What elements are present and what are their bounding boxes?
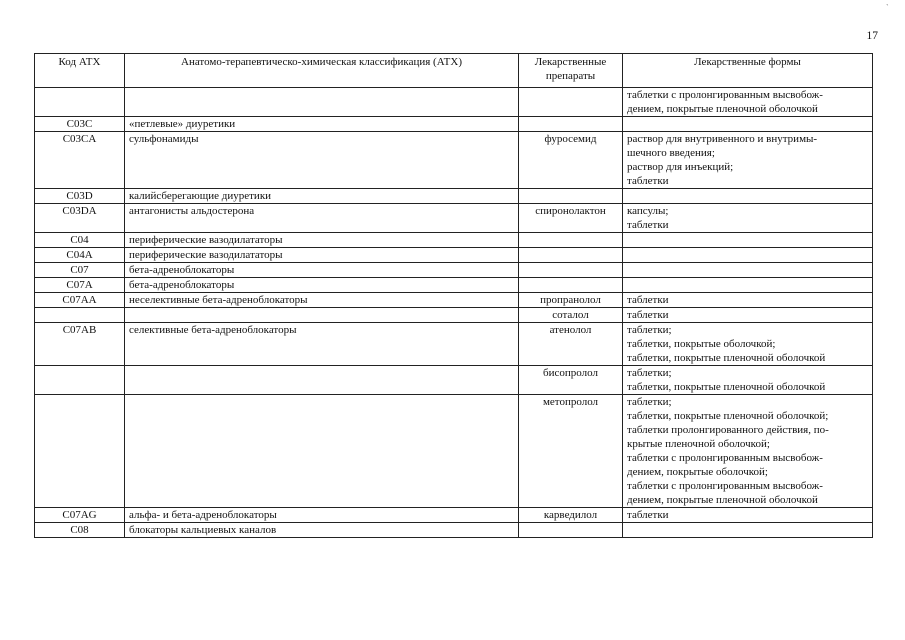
dosage-form-line: таблетки xyxy=(627,509,669,521)
classification-cell xyxy=(125,308,519,323)
header-drugs: Лекарственные препараты xyxy=(519,54,623,88)
table-row xyxy=(35,395,873,508)
drug-cell xyxy=(519,523,623,538)
dosage-form-line: таблетки xyxy=(627,294,669,306)
classification-cell: бета-адреноблокаторы xyxy=(125,278,519,293)
table-body xyxy=(35,88,873,538)
dosage-form-line: таблетки; xyxy=(627,396,672,408)
dosage-form-line: таблетки с пролонгированным высвобож- xyxy=(627,452,823,464)
atx-code-cell: C04A xyxy=(35,248,125,263)
dosage-forms-cell xyxy=(623,248,873,263)
drug-cell xyxy=(519,233,623,248)
dosage-forms-cell xyxy=(623,263,873,278)
classification-cell: альфа- и бета-адреноблокаторы xyxy=(125,508,519,523)
dosage-forms-cell xyxy=(623,293,873,308)
drug-cell xyxy=(519,278,623,293)
dosage-forms-cell xyxy=(623,132,873,189)
drug-cell: карведилол xyxy=(519,508,623,523)
table-row xyxy=(35,204,873,233)
drug-cell: фуросемид xyxy=(519,132,623,189)
header-code: Код АТХ xyxy=(35,54,125,88)
atx-code-cell: C08 xyxy=(35,523,125,538)
drug-cell xyxy=(519,248,623,263)
table-row xyxy=(35,523,873,538)
dosage-form-line: таблетки, покрытые пленочной оболочкой xyxy=(627,381,826,393)
atx-code-cell: C04 xyxy=(35,233,125,248)
dosage-form-line: раствор для внутривенного и внутримы- xyxy=(627,133,818,145)
dosage-form-line: дением, покрытые пленочной оболочкой xyxy=(627,494,818,506)
table-row xyxy=(35,189,873,204)
dosage-form-line: дением, покрытые оболочкой; xyxy=(627,466,768,478)
dosage-form-line: крытые пленочной оболочкой; xyxy=(627,438,770,450)
classification-cell: калийсберегающие диуретики xyxy=(125,189,519,204)
drug-cell: атенолол xyxy=(519,323,623,366)
classification-cell: «петлевые» диуретики xyxy=(125,117,519,132)
dosage-form-line: таблетки, покрытые оболочкой; xyxy=(627,338,776,350)
drug-cell xyxy=(519,189,623,204)
drug-cell: метопролол xyxy=(519,395,623,508)
atx-code-cell: C03C xyxy=(35,117,125,132)
classification-cell: периферические вазодилататоры xyxy=(125,233,519,248)
dosage-form-line: таблетки xyxy=(627,219,669,231)
classification-cell: сульфонамиды xyxy=(125,132,519,189)
atx-code-cell: C07AA xyxy=(35,293,125,308)
classification-cell: селективные бета-адреноблокаторы xyxy=(125,323,519,366)
drug-cell: спиронолактон xyxy=(519,204,623,233)
classification-cell: антагонисты альдостерона xyxy=(125,204,519,233)
dosage-forms-cell xyxy=(623,395,873,508)
table-row xyxy=(35,132,873,189)
dosage-forms-cell xyxy=(623,88,873,117)
table-row xyxy=(35,88,873,117)
dosage-form-line: шечного введения; xyxy=(627,147,715,159)
dosage-form-line: раствор для инъекций; xyxy=(627,161,734,173)
drug-cell xyxy=(519,88,623,117)
atx-code-cell: C07 xyxy=(35,263,125,278)
drug-cell: соталол xyxy=(519,308,623,323)
classification-cell: блокаторы кальциевых каналов xyxy=(125,523,519,538)
table-row xyxy=(35,248,873,263)
classification-cell xyxy=(125,88,519,117)
dosage-form-line: таблетки с пролонгированным высвобож- xyxy=(627,480,823,492)
table-row xyxy=(35,117,873,132)
dosage-form-line: капсулы; xyxy=(627,205,669,217)
dosage-forms-cell xyxy=(623,204,873,233)
atx-code-cell xyxy=(35,88,125,117)
atx-code-cell xyxy=(35,308,125,323)
dosage-forms-cell xyxy=(623,308,873,323)
atx-code-cell: C07AB xyxy=(35,323,125,366)
dosage-forms-cell xyxy=(623,117,873,132)
dosage-forms-cell xyxy=(623,366,873,395)
classification-cell: бета-адреноблокаторы xyxy=(125,263,519,278)
atx-code-cell: C07A xyxy=(35,278,125,293)
dosage-form-line: таблетки xyxy=(627,309,669,321)
table-row xyxy=(35,293,873,308)
atx-code-cell: C03D xyxy=(35,189,125,204)
table-row xyxy=(35,278,873,293)
table-row xyxy=(35,366,873,395)
atx-code-cell: C03CA xyxy=(35,132,125,189)
dosage-forms-cell xyxy=(623,508,873,523)
table-header-row xyxy=(35,54,873,88)
dosage-forms-cell xyxy=(623,233,873,248)
dosage-forms-cell xyxy=(623,189,873,204)
dosage-form-line: таблетки, покрытые пленочной оболочкой; xyxy=(627,410,829,422)
atx-code-cell: C03DA xyxy=(35,204,125,233)
classification-cell xyxy=(125,366,519,395)
dosage-form-line: таблетки, покрытые пленочной оболочкой xyxy=(627,352,826,364)
dosage-form-line: таблетки; xyxy=(627,367,672,379)
dosage-form-line: таблетки; xyxy=(627,324,672,336)
header-classification: Анатомо-терапевтическо-химическая классификация (АТХ) xyxy=(125,54,519,88)
table-row xyxy=(35,508,873,523)
dosage-form-line: дением, покрытые пленочной оболочкой xyxy=(627,103,818,115)
header-forms: Лекарственные формы xyxy=(623,54,873,88)
drug-cell xyxy=(519,117,623,132)
atx-code-cell: C07AG xyxy=(35,508,125,523)
dosage-form-line: таблетки пролонгированного действия, по- xyxy=(627,424,829,436)
atx-code-cell xyxy=(35,395,125,508)
page-number: 17 xyxy=(866,30,878,42)
table-row xyxy=(35,323,873,366)
dosage-forms-cell xyxy=(623,523,873,538)
classification-cell xyxy=(125,395,519,508)
dosage-form-line: таблетки с пролонгированным высвобож- xyxy=(627,89,823,101)
table-row xyxy=(35,263,873,278)
drug-cell: пропранолол xyxy=(519,293,623,308)
table-row xyxy=(35,233,873,248)
dosage-forms-cell xyxy=(623,323,873,366)
dosage-forms-cell xyxy=(623,278,873,293)
classification-cell: неселективные бета-адреноблокаторы xyxy=(125,293,519,308)
dosage-form-line: таблетки xyxy=(627,175,669,187)
drug-cell xyxy=(519,263,623,278)
drug-cell: бисопролол xyxy=(519,366,623,395)
classification-cell: периферические вазодилататоры xyxy=(125,248,519,263)
atx-code-cell xyxy=(35,366,125,395)
table-row xyxy=(35,308,873,323)
atx-table xyxy=(34,53,873,538)
scan-mark: ` xyxy=(886,3,889,12)
